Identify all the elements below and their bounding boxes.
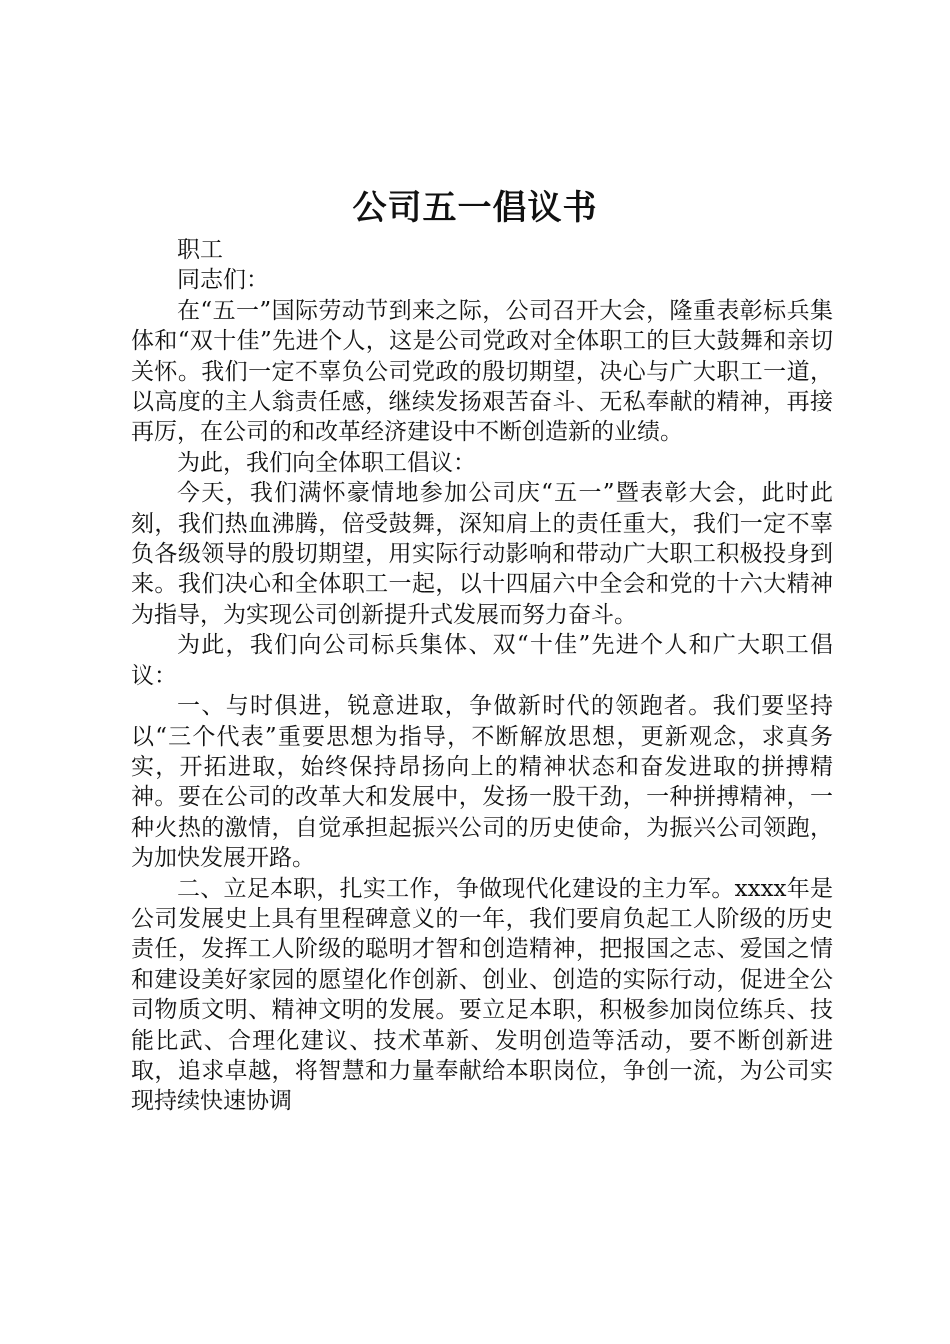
document-title: 公司五一倡议书	[352, 188, 598, 228]
addressee-line: 职工	[177, 237, 223, 263]
proposal-lead-1: 为此，我们向全体职工倡议：	[177, 449, 476, 476]
point-one-paragraph: 一、与时俱进，锐意进取，争做新时代的领跑者。我们要坚持以“三个代表”重要思想为指导，不断解放思想，更新观念，求真务实，开拓进取，始终保持昂扬向上的精神状态和奋发进取的拼搏精神。要在公司的改革大和发展中，发扬一股干劲，一种拼搏精神，一种火热的激情，自觉承担起振兴公司的历史使命，为振兴公司领跑，为加快发展开路。	[131, 693, 833, 872]
document-body	[131, 235, 833, 1117]
commitment-paragraph: 今天，我们满怀豪情地参加公司庆“五一”暨表彰大会，此时此刻，我们热血沸腾，倍受鼓舞，深知肩上的责任重大，我们一定不辜负各级领导的殷切期望，用实际行动影响和带动广大职工积极投身到来。我们决心和全体职工一起，以十四届六中全会和党的十六大精神为指导，为实现公司创新提升式发展而努力奋斗。	[131, 480, 833, 628]
proposal-lead-2: 为此，我们向公司标兵集体、双“十佳”先进个人和广大职工倡议：	[131, 632, 833, 689]
salutation: 同志们：	[177, 267, 269, 294]
point-two-paragraph: 二、立足本职，扎实工作，争做现代化建设的主力军。xxxx年是公司发展史上具有里程碑意义的一年，我们要肩负起工人阶级的历史责任，发挥工人阶级的聪明才智和创造精神，把报国之志、爱国之情和建设美好家园的愿望化作创新、创业、创造的实际行动，促进全公司物质文明、精神文明的发展。要立足本职，积极参加岗位练兵、技能比武、合理化建议、技术革新、发明创造等活动，要不断创新进取，追求卓越，将智慧和力量奉献给本职岗位，争创一流，为公司实现持续快速协调	[131, 875, 833, 1115]
intro-paragraph: 在“五一”国际劳动节到来之际，公司召开大会，隆重表彰标兵集体和“双十佳”先进个人，这是公司党政对全体职工的巨大鼓舞和亲切关怀。我们一定不辜负公司党政的殷切期望，决心与广大职工一道，以高度的主人翁责任感，继续发扬艰苦奋斗、无私奉献的精神，再接再厉，在公司的和改革经济建设中不断创造新的业绩。	[131, 297, 833, 446]
